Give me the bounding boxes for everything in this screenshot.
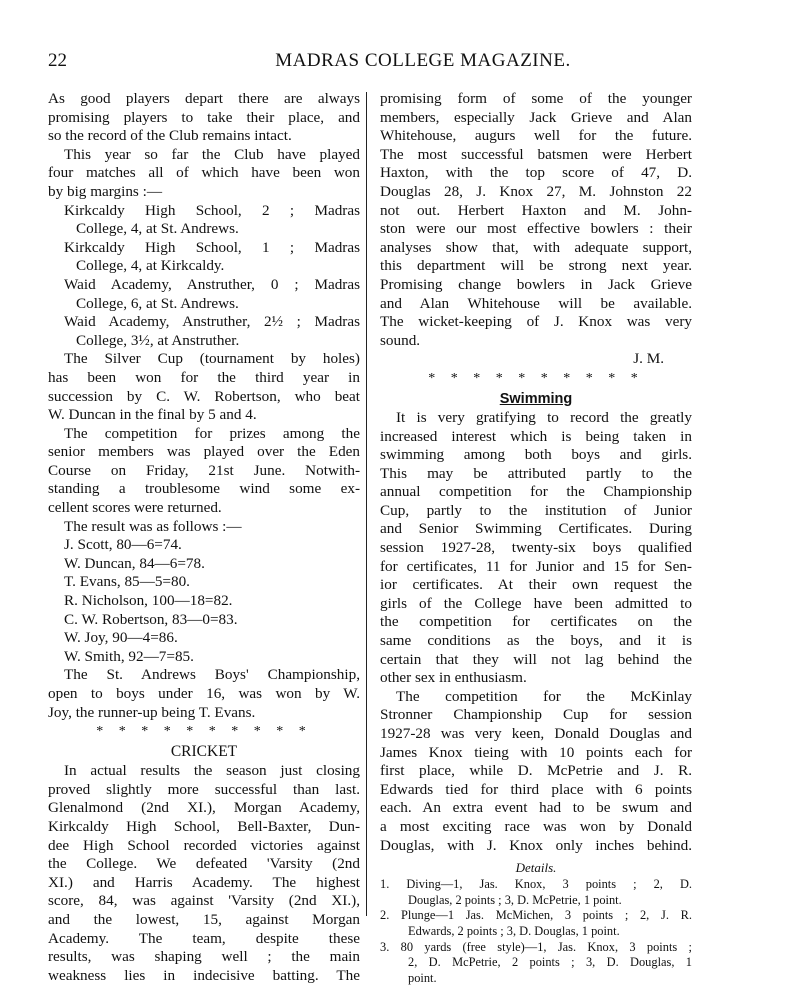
column-divider [366,92,367,916]
text-line: Academy. The team, despite these [48,929,360,947]
text-line: same conditions as the boys, and it is [380,632,692,650]
text-line: Kirkcaldy High School, Bell-Baxter, Dun- [48,817,360,835]
right-column [380,90,692,986]
text-line: standing a troublesome wind some ex- [48,480,360,498]
detail-item: 1. Diving—1, Jas. Knox, 3 points ; 2, D. [380,877,692,892]
text-line: the competition for certificates on the [380,613,692,631]
text-line: session 1927-28, twenty-six boys qualified [380,539,692,557]
text-line: four matches all of which have been won [48,164,360,182]
text-line: and Senior Swimming Certificates. During [380,520,692,538]
text-line: and the lowest, 15, against Morgan [48,910,360,928]
text-line: In actual results the season just closing [64,762,360,780]
page-number: 22 [48,50,67,71]
text-line: swimming among both boys and girls. [380,446,692,464]
text-line: The competition for prizes among the [64,424,360,442]
text-line: Douglas, with J. Knox only inches behind. [380,836,692,854]
result-item: J. Scott, 80—6=74. [64,536,182,554]
section-separator: * * * * * * * * * * [96,724,312,740]
text-line: and Alan Whitehouse will be available. [380,294,692,312]
text-line: The most successful batsmen were Herbert [380,145,692,163]
text-line: by big margins :— [48,182,163,200]
text-line: has been won for the third year in [48,368,360,386]
swimming-paragraph-2 [380,688,692,855]
detail-item: 2. Plunge—1 Jas. McMichen, 3 points ; 2, J. R. [380,908,692,923]
details-list [380,877,692,986]
text-line: a most exciting race was won by Donald [380,817,692,835]
author-signature: J. M. [633,350,664,368]
text-line: Promising change bowlers in Jack Grieve [380,275,692,293]
text-line: this department will be strong next year. [380,257,692,275]
text-line: 1927-28 was very keen, Donald Douglas and [380,725,692,742]
text-line: other sex in enthusiasm. [380,669,527,687]
text-line: It is very gratifying to record the greatly [396,408,692,426]
swimming-heading: Swimming [499,390,573,407]
cricket-continued-paragraph [380,90,692,350]
text-line: Cup, partly to the institution of Junior [380,501,692,519]
boys-championship-paragraph [48,666,360,722]
text-line: each. An extra event had to be swum and [380,799,692,817]
cricket-heading: CRICKET [170,743,238,761]
result-item: T. Evans, 85—5=80. [64,573,190,591]
match-line: Waid Academy, Anstruther, 0 ; Madras [64,275,360,293]
result-item: W. Duncan, 84—6=78. [64,554,205,572]
section-separator: * * * * * * * * * * [428,370,644,386]
text-line: promising form of some of the younger [380,90,692,107]
text-line: W. Duncan in the final by 5 and 4. [48,406,257,424]
text-line: The wicket-keeping of J. Knox was very [380,313,692,331]
text-line: Glenalmond (2nd XI.), Morgan Academy, [48,799,360,817]
detail-item-continuation: Douglas, 2 points ; 3, D. McPetrie, 1 point. [408,892,622,907]
text-line: certain that they will not lag behind the [380,650,692,668]
text-line: results, was shaping well ; the main [48,948,360,966]
details-heading: Details. [515,860,557,876]
text-line: Whitehouse, augurs well for the future. [380,127,692,145]
page-title: MADRAS COLLEGE MAGAZINE. [275,50,571,71]
text-line: score, 84, was against 'Varsity (2nd XI.), [48,892,360,910]
match-line: College, 4, at St. Andrews. [76,220,239,238]
match-line: Waid Academy, Anstruther, 2½ ; Madras [64,313,360,331]
text-line: not out. Herbert Haxton and M. John- [380,201,692,219]
result-item: W. Joy, 90—4=86. [64,629,178,647]
page-header [48,50,758,76]
text-line: increased interest which is being taken in [380,427,692,445]
silver-cup-paragraph [48,350,360,424]
text-line: proved slightly more successful than last. [48,780,360,798]
text-line: annual competition for the Championship [380,483,692,501]
golf-intro-paragraph [48,90,360,146]
detail-item-continuation: 2, D. McPetrie, 2 points ; 3, D. Douglas, 1 [408,955,692,970]
text-line: ior certificates. At their own request the [380,576,692,594]
text-line: XI.) and Harris Academy. The highest [48,873,360,891]
text-line: Stronner Championship Cup for session [380,706,692,724]
swimming-paragraph-1 [380,409,692,688]
text-line: girls of the College have been admitted to [380,594,692,612]
match-line: College, 4, at Kirkcaldy. [76,257,225,275]
match-line: Kirkcaldy High School, 1 ; Madras [64,238,360,256]
result-item: C. W. Robertson, 83—0=83. [64,610,238,628]
text-line: This may be attributed partly to the [380,464,692,482]
text-line: Joy, the runner-up being T. Evans. [48,703,256,721]
text-line: This year so far the Club have played [64,145,360,163]
text-line: succession by C. W. Robertson, who beat [48,387,360,405]
text-line: The Silver Cup (tournament by holes) [64,350,360,368]
result-item: R. Nicholson, 100—18=82. [64,592,233,610]
text-line: cellent scores were returned. [48,499,222,517]
match-line: College, 6, at St. Andrews. [76,294,239,312]
text-line: for certificates, 11 for Junior and 15 for Sen- [380,557,692,575]
match-line: College, 3½, at Anstruther. [76,331,240,349]
text-line: ston were our most effective bowlers : their [380,220,692,238]
text-line: The competition for the McKinlay [396,687,692,705]
text-line: first place, while D. McPetrie and J. R. [380,762,692,780]
match-line: Kirkcaldy High School, 2 ; Madras [64,201,360,219]
cricket-paragraph [48,762,360,985]
match-results-list [48,202,360,351]
text-line: analyses show that, with adequate support, [380,238,692,256]
text-line: Course on Friday, 21st June. Notwith- [48,461,360,479]
text-line: sound. [380,331,421,349]
matches-intro-paragraph [48,146,360,202]
text-line: senior members was played over the Eden [48,443,360,461]
text-line: the College. We defeated 'Varsity (2nd [48,855,360,873]
text-line: Edwards tied for third place with 6 points [380,780,692,798]
result-item: W. Smith, 92—7=85. [64,647,194,665]
text-line: Haxton, with the top score of 47, D. [380,164,692,182]
text-line: members, especially Jack Grieve and Alan [380,108,692,126]
text-line: James Knox tieing with 10 points each for [380,743,692,761]
detail-item-continuation: point. [408,970,437,985]
results-list [48,518,360,667]
text-line: weakness lies in indecisive batting. The [48,966,360,984]
text-line: dee High School recorded victories against [48,836,360,854]
text-line: so the record of the Club remains intact. [48,127,292,145]
results-intro: The result was as follows :— [64,517,242,535]
prizes-paragraph [48,425,360,518]
left-column [48,90,360,985]
text-line: The St. Andrews Boys' Championship, [64,666,360,684]
text-line: As good players depart there are always [48,90,360,107]
detail-item-continuation: Edwards, 2 points ; 3, D. Douglas, 1 point. [408,923,620,938]
text-line: Douglas 28, J. Knox 27, M. Johnston 22 [380,182,692,200]
text-line: promising players to take their place, and [48,108,360,126]
text-line: open to boys under 16, was won by W. [48,685,360,702]
detail-item: 3. 80 yards (free style)—1, Jas. Knox, 3 points ; [380,939,692,954]
